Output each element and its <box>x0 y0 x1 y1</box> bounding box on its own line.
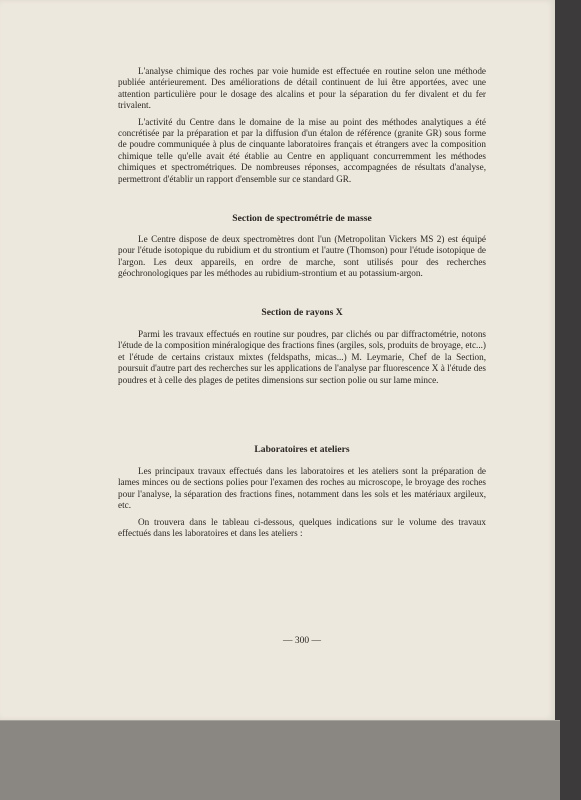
page-number: — 300 — <box>283 636 321 646</box>
heading-xray: Section de rayons X <box>261 307 343 318</box>
underlying-sheet <box>0 720 560 800</box>
paragraph-wet-analysis: L'analyse chimique des roches par voie humide est effectuée en routine selon une méthode publiée antérieurement. Des améliorations de détail continuent de lui être apportées, avec une attention particulière pour le dosage des alcalins et pour la séparation du fer divalent et du fer trivalent. <box>118 66 486 111</box>
paragraph-reference-standard: L'activité du Centre dans le domaine de la mise au point des méthodes analytiques a été concrétisée par la préparation et par la diffusion d'un étalon de référence (granite GR) sous forme de poudre communiquée à plus de cinquante laboratoires français et étrangers avec la composition chimique telle qu'elle avait été établie au Centre en appliquant concurremment les méthodes chimiques et spectrométriques. De nombreuses réponses, accompagnées de résultats d'analyse, permettront d'établir un rapport d'ensemble sur ce standard GR. <box>118 116 486 184</box>
paragraph-labs-work: Les principaux travaux effectués dans les laboratoires et les ateliers sont la préparation de lames minces ou de sections polies pour l'examen des roches au microscope, le broyage des roches pour l'analyse, la séparation des fractions fines, notamment dans les sols et les matériaux argileux, etc. <box>118 466 486 511</box>
paragraph-xray: Parmi les travaux effectués en routine sur poudres, par clichés ou par diffractométrie, notons l'étude de la composition minéralogique des fractions fines (argiles, sols, produits de broyage, etc...) et l'étude de certains cristaux mixtes (feldspaths, micas...) M. Leymarie, Chef de la Section, poursuit d'autre part des recherches sur les applications de l'analyse par fluorescence X à l'étude des poudres et à celle des plages de petites dimensions sur section polie ou sur lame mince. <box>118 329 486 385</box>
intro-text <box>118 66 486 185</box>
mass-spectrometry-text <box>118 234 486 280</box>
paragraph-mass-spectrometry: Le Centre dispose de deux spectromètres dont l'un (Metropolitan Vickers MS 2) est équipé pour l'étude isotopique du rubidium et du strontium et l'autre (Thomson) pour l'étude isotopique de l'argon. Les deux appareils, en ordre de marche, sont utilisés pour des recherches géochronologiques par les méthodes au rubidium-strontium et au potassium-argon. <box>118 234 486 279</box>
paragraph-labs-table-intro: On trouvera dans le tableau ci-dessous, quelques indications sur le volume des travaux effectués dans les laboratoires et dans les ateliers : <box>118 516 486 539</box>
labs-text <box>118 466 486 539</box>
heading-labs: Laboratoires et ateliers <box>254 444 350 455</box>
heading-mass-spectrometry: Section de spectrométrie de masse <box>232 213 372 224</box>
xray-text <box>118 329 486 386</box>
